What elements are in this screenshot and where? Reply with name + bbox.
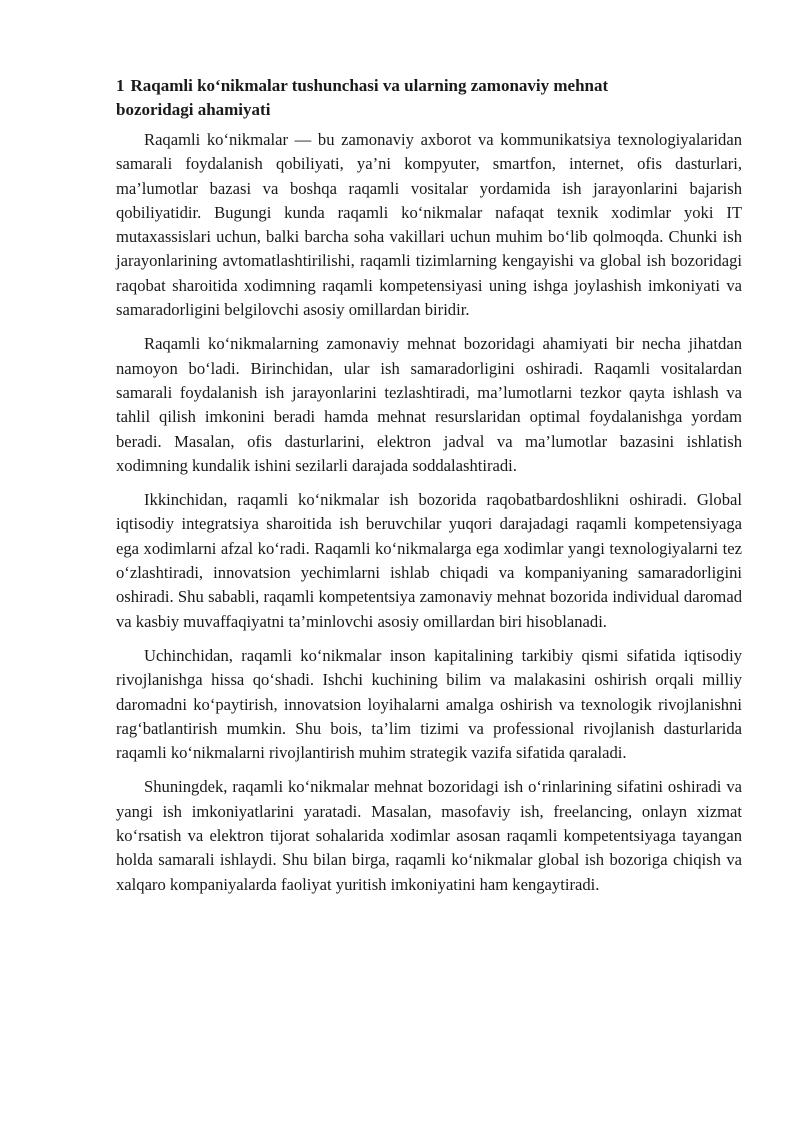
paragraph-1: Raqamli ko‘nikmalar — bu zamonaviy axborot va kommunikatsiya texnologiyalaridan samarali foydalanish qobiliyati, ya’ni kompyuter, smartfon, internet, ofis dasturlari, ma’lumotlar bazasi va boshqa raqamli vositalar yordamida ish jarayonlarini bajarish qobiliyatidir. Bugungi kunda raqamli ko‘nikmalar nafaqat texnik xodimlar yoki IT mutaxassislari uchun, balki barcha soha vakillari uchun muhim bo‘lib qolmoqda. Chunki ish jarayonlarining avtomatlashtirilishi, raqamli tizimlarning kengayishi va global ish bozoridagi raqobat sharoitida xodimning raqamli kompetensiyasi uning ishga joylashish imkoniyati va samaradorligini belgilovchi asosiy omillardan biridir. (116, 130, 742, 320)
paragraph-4: Uchinchidan, raqamli ko‘nikmalar inson kapitalining tarkibiy qismi sifatida iqtisodiy rivojlanishga hissa qo‘shadi. Ishchi kuchining bilim va malakasini oshirish orqali milliy daromadni ko‘paytirish, innovatsion loyihalarni amalga oshirish va texnologik rivojlanishni rag‘batlantirish mumkin. Shu bois, ta’lim tizimi va professional rivojlanish dasturlarida raqamli ko‘nikmalarni rivojlantirish muhim strategik vazifa sifatida qaraladi. (116, 645, 742, 763)
section-title: Raqamli ko‘nikmalar tushunchasi va ularning zamonaviy mehnat bozoridagi ahamiyati (116, 76, 609, 119)
paragraph-3: Ikkinchidan, raqamli ko‘nikmalar ish bozorida raqobatbardoshlikni oshiradi. Global iqtisodiy integratsiya sharoitida ish beruvchilar yuqori darajadagi raqamli kompetensiyaga ega xodimlarni afzal ko‘radi. Raqamli ko‘nikmalarga ega xodimlar yangi texnologiyalarni tez o‘zlashtiradi, innovatsion yechimlarni ishlab chiqadi va kompaniyaning samaradorligini oshiradi. Shu sababli, raqamli kompetentsiya zamonaviy mehnat bozorida individual daromad va kasbiy muvaffaqiyatni ta’minlovchi asosiy omillardan biri hisoblanadi. (116, 490, 742, 631)
document-page (116, 74, 742, 907)
paragraph-5: Shuningdek, raqamli ko‘nikmalar mehnat bozoridagi ish o‘rinlarining sifatini oshiradi va yangi ish imkoniyatlarini yaratadi. Masalan, masofaviy ish, freelancing, onlayn xizmat ko‘rsatish va elektron tijorat sohalarida xodimlar asosan raqamli kompetentsiyaga tayangan holda samarali ishlaydi. Shu bilan birga, raqamli ko‘nikmalar global ish bozoriga chiqish va xalqaro kompaniyalarda faoliyat yuritish imkoniyatini ham kengaytiradi. (116, 777, 742, 894)
paragraph-2: Raqamli ko‘nikmalarning zamonaviy mehnat bozoridagi ahamiyati bir necha jihatdan namoyon bo‘ladi. Birinchidan, ular ish samaradorligini oshiradi. Raqamli vositalardan samarali foydalanish ish jarayonlarini tezlashtiradi, ma’lumotlarni tezkor qayta ishlash va tahlil qilish imkonini beradi hamda mehnat resurslaridan optimal foydalanishga yordam beradi. Masalan, ofis dasturlarini, elektron jadval va ma’lumotlar bazasini ishlatish xodimning kundalik ishini sezilarli darajada soddalashtiradi. (116, 334, 742, 475)
section-heading (116, 74, 686, 122)
section-number: 1 (116, 76, 125, 95)
